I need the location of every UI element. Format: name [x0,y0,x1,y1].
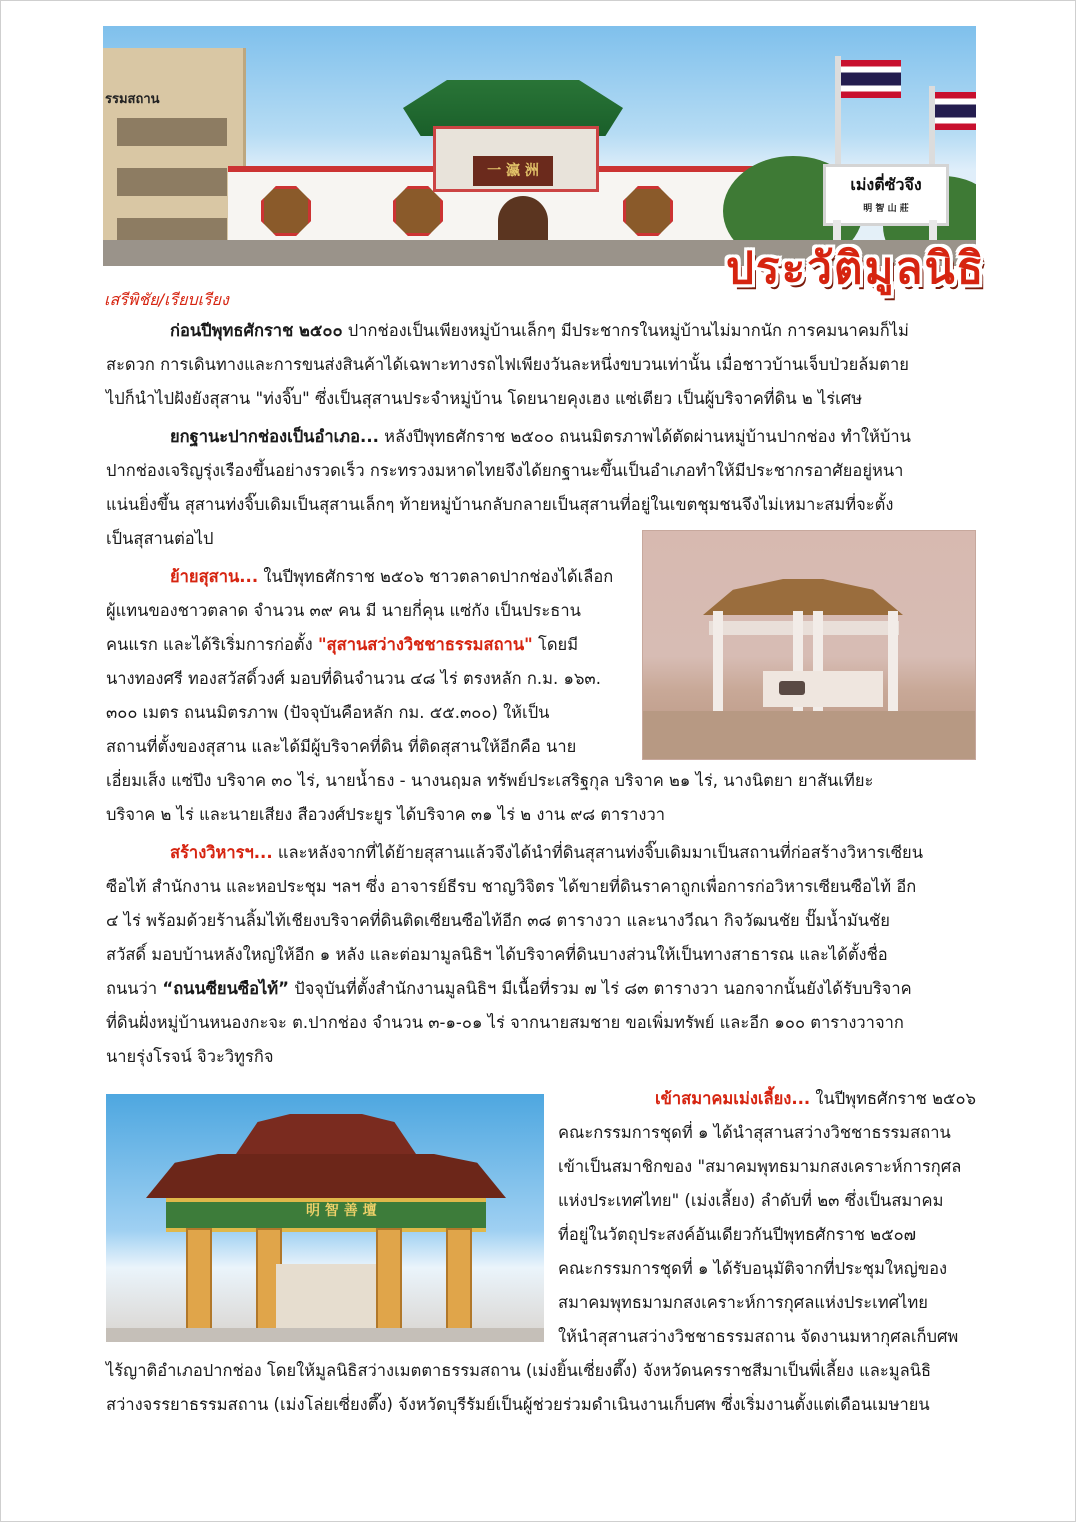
paragraph-text: โดยมี [537,635,579,654]
gate-beam [709,621,899,635]
author-credit: เสรีพิชัย/เรียบเรียง [104,290,229,309]
temple-window [261,186,311,236]
paragraph-line: ที่ดินฝั่งหมู่บ้านหนองกะจะ ต.ปากช่อง จำนวน ๓-๑-๐๑ ไร่ จากนายสมชาย ขอเพิ่มทรัพย์ และอีก ๑๐๐ ตารางวาจาก [106,1013,904,1032]
cemetery-name-highlight: "สุสานสว่างวิชชาธรรมสถาน" [317,635,533,654]
paragraph-line: สถานที่ตั้งของสุสาน และได้มีผู้บริจาคที่ดิน ที่ติดสุสานให้อีกคือ นาย [106,737,577,756]
paragraph-line [106,560,628,594]
paragraph-line: นายรุ่งโรจน์ จิวะวิทูรกิจ [106,1047,274,1066]
paragraph-line [106,628,628,662]
gate-column [446,1228,472,1336]
paragraph-line: บริจาค ๒ ไร่ และนายเสียง สือวงศ์ประยูร ได้บริจาค ๓๑ ไร่ ๒ งาน ๙๘ ตารางวา [106,805,666,824]
paragraph-line: เอี่ยมเส็ง แซ่ปึง บริจาค ๓๐ ไร่, นายน้ำธง - นางนฤมล ทรัพย์ประเสริฐกุล บริจาค ๒๑ ไร่, นางนิตยา ยาสันเทียะ [106,771,874,790]
paragraph-text: หลังปีพุทธศักราช ๒๕๐๐ ถนนมิตรภาพได้ตัดผ่านหมู่บ้านปากช่อง ทำให้บ้าน [384,427,911,446]
section-relocate-cemetery [106,560,628,764]
paragraph-line: เข้าเป็นสมาชิกของ "สมาคมพุทธมามกสงเคราะห์การกุศล [558,1157,962,1176]
temple-window [623,186,673,236]
section-heading: ยกฐานะปากช่องเป็นอำเภอ... [170,427,379,446]
gate-roof-main [146,1154,506,1198]
pavement [106,1328,544,1342]
road [643,711,975,759]
temple-plaque: 一 瀛 洲 [473,156,553,186]
section-heading: เข้าสมาคมเม่งเลี้ยง... [655,1089,811,1108]
section-build-vihara [106,836,976,1074]
paragraph-line: คณะกรรมการชุดที่ ๑ ได้นำสุสานสว่างวิชชาธรรมสถาน [558,1123,951,1142]
paragraph-line [558,1082,976,1116]
building-window [117,168,227,196]
paragraph-line: ผู้แทนของชาวตลาด จำนวน ๓๙ คน มี นายกี่คุน แซ่กัง เป็นประธาน [106,601,581,620]
paragraph-text: ในปีพุทธศักราช ๒๕๐๖ ชาวตลาดปากช่องได้เลือก [263,567,614,586]
signboard-chinese-name: 明 智 山 莊 [863,204,909,214]
gate-roof-top [236,1114,416,1154]
car [779,681,805,695]
section-join-association [558,1082,976,1354]
cemetery-gate-photo [642,530,976,760]
paragraph-line: สว่างจรรยาธรรมสถาน (เม่งโล่ยเซี่ยงตึ๊ง) จังหวัดบุรีรัมย์เป็นผู้ช่วยร่วมดำเนินงานเก็บศพ ซึ่งเริ่มงานตั้งแต่เดือนเมษายน [106,1395,930,1414]
paragraph-line [106,314,976,348]
paragraph-line: ไร้ญาติอำเภอปากช่อง โดยให้มูลนิธิสว่างเมตตาธรรมสถาน (เม่งยิ้นเซี่ยงตึ๊ง) จังหวัดนครราชสีมาเป็นพี่เลี้ยง และมูลนิธิ [106,1361,932,1380]
paragraph-line: สะดวก การเดินทางและการขนส่งสินค้าได้เฉพาะทางรถไฟเพียงวันละหนึ่งขบวนเท่านั้น เมื่อชาวบ้านเจ็บป่วยล้มตาย [106,355,909,374]
section-heading: ย้ายสุสาน... [170,567,259,586]
gate-column [376,1228,402,1336]
paragraph-text: และหลังจากที่ได้ย้ายสุสานแล้วจึงได้นำที่ดินสุสานท่งจิ๊บเดิมมาเป็นสถานที่ก่อสร้างวิหารเซียน [277,843,923,862]
paragraph-line [106,836,976,870]
building-left [103,48,246,258]
building-sign: รรมสถาน [105,92,160,107]
gate-roof [703,579,903,615]
paragraph-line: คณะกรรมการชุดที่ ๑ ได้รับอนุมัติจากที่ประชุมใหญ่ของ [558,1259,948,1278]
paragraph-line: สมาคมพุทธมามกสงเคราะห์การกุศลแห่งประเทศไทย [558,1293,928,1312]
paragraph-line: ๓๐๐ เมตร ถนนมิตรภาพ (ปัจจุบันคือหลัก กม. ๕๕.๓๐๐) ให้เป็น [106,703,550,722]
gate-column [888,611,898,711]
paragraph-line [106,972,976,1006]
paragraph-text: ในปีพุทธศักราช ๒๕๐๖ [815,1089,976,1108]
inner-temple [276,1264,376,1332]
header-banner-photo [103,26,976,266]
section-heading: ก่อนปีพุทธศักราช ๒๕๐๐ [170,321,343,340]
paragraph-line: สวัสดิ์ มอบบ้านหลังใหญ่ให้อีก ๑ หลัง และต่อมามูลนิธิฯ ได้บริจาคที่ดินบางส่วนให้เป็นทางสาธารณ และได้ตั้งชื่อ [106,945,888,964]
paragraph-line: แห่งประเทศไทย" (เม่งเลี้ยง) ลำดับที่ ๒๓ ซึ่งเป็นสมาคม [558,1191,944,1210]
paragraph-line: เป็นสุสานต่อไป [106,529,214,548]
paragraph-line: แน่นยิ่งขึ้น สุสานท่งจิ๊บเดิมเป็นสุสานเล็กๆ ท้ายหมู่บ้านกลับกลายเป็นสุสานที่อยู่ในเขตชุมชนจึงไม่เหมาะสมที่จะตั้ง [106,495,894,514]
gate-plaque: 明 智 善 壇 [306,1203,377,1219]
paragraph-line: ไปก็นำไปฝังยังสุสาน "ท่งจิ๊บ" ซึ่งเป็นสุสานประจำหมู่บ้าน โดยนายคุงเฮง แซ่เตียว เป็นผู้บริจาคที่ดิน ๒ ไร่เศษ [106,389,863,408]
paragraph-line: ๔ ไร่ พร้อมด้วยร้านลิ้มไท้เชียงบริจาคที่ดินติดเซียนซือไท้อีก ๓๘ ตารางวา และนางวีณา กิจวัฒนชัย ปั๊มน้ำมันชัย [106,911,890,930]
paragraph-text: คนแรก และได้ริเริ่มการก่อตั้ง [106,635,313,654]
road-name-bold: “ถนนซียนซือไท้” [162,979,290,998]
section-relocate-cemetery-cont [106,764,976,832]
paragraph-line: ซือไท้ สำนักงาน และหอประชุม ฯลฯ ซึ่ง อาจารย์ธีรบ ชาญวิจิตร ได้ขายที่ดินราคาถูกเพื่อการก่อวิหารเซียนซือไท้ อีก [106,877,917,896]
paragraph-line: นางทองศรี ทองสวัสดิ์วงศ์ มอบที่ดินจำนวน ๔๘ ไร่ ตรงหลัก ก.ม. ๑๖๓. [106,669,601,688]
paragraph-text: ถนนว่า [106,979,158,998]
gate-column [186,1228,212,1336]
building-window [117,118,227,146]
gate-column [713,611,723,711]
thai-flag [841,60,901,98]
signboard-thai-name: เม่งตี่ซัวจึง [850,175,922,194]
paragraph-line: ให้นำสุสานสว่างวิชชาธรรมสถาน จัดงานมหากุศลเก็บศพ [558,1327,959,1346]
shrine-gate-photo [106,1094,544,1342]
section-heading: สร้างวิหารฯ... [170,843,273,862]
thai-flag [935,92,976,130]
signboard [823,164,949,226]
temple-window [393,186,443,236]
paragraph-line: ที่อยู่ในวัตถุประสงค์อันเดียวกันปีพุทธศักราช ๒๕๐๗ [558,1225,917,1244]
paragraph-line [106,420,976,454]
paragraph-text: ปัจจุบันที่ตั้งสำนักงานมูลนิธิฯ มีเนื้อที่รวม ๗ ไร่ ๘๓ ตารางวา นอกจากนั้นยังได้รับบริจาค [294,979,912,998]
paragraph-line: ปากช่องเจริญรุ่งเรืองขึ้นอย่างรวดเร็ว กระทรวงมหาดไทยจึงได้ยกฐานะขึ้นเป็นอำเภอทำให้มีประชากรอาศัยอยู่หนา [106,461,904,480]
section-before-2500 [106,314,976,416]
section-join-association-cont [106,1354,976,1422]
page-title: ประวัติมูลนิธิ [726,243,986,294]
paragraph-text: ปากช่องเป็นเพียงหมู่บ้านเล็กๆ มีประชากรในหมู่บ้านไม่มากนัก การคมนาคมก็ไม่ [347,321,909,340]
